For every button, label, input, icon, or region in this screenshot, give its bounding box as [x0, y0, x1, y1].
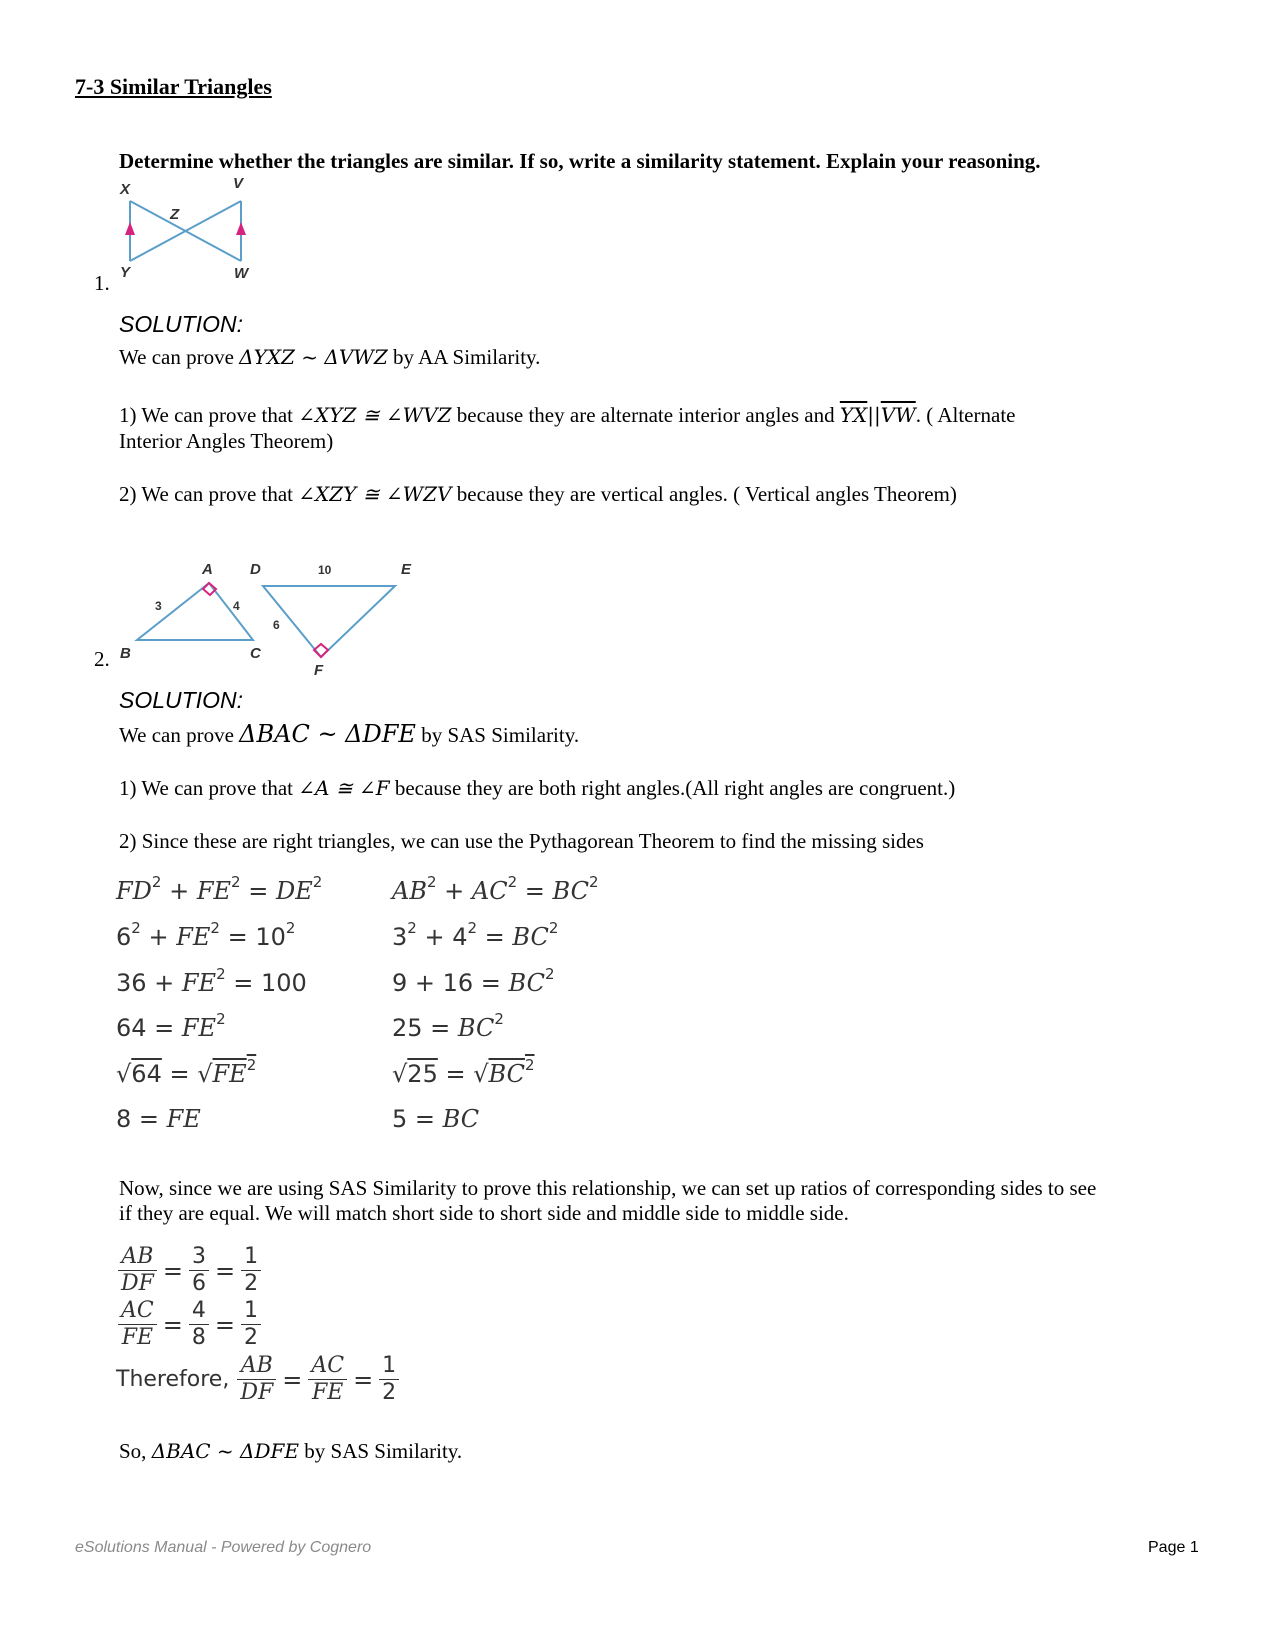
footer-publisher: eSolutions Manual - Powered by Cognero [75, 1539, 372, 1556]
problem2-conclusion: So, ΔBAC ~ ΔDFE by SAS Similarity. [119, 1439, 463, 1463]
radical-icon: √ [392, 1060, 408, 1088]
vertex-label-e: E [401, 561, 412, 578]
ratio-paragraph-line2: if they are equal. We will match short side to short side and middle side to middle side. [119, 1201, 849, 1225]
side-length-ab: 3 [155, 599, 162, 613]
problem1-solution-label: SOLUTION: [119, 311, 243, 337]
equation-right-4: $25 = BC^2$ [392, 1010, 504, 1042]
problem1-statement: We can prove ΔYXZ ~ ΔVWZ by AA Similarity. [119, 345, 541, 369]
problem2-step2: 2) Since these are right triangles, we can use the Pythagorean Theorem to find the missing sides [119, 829, 924, 853]
vertex-label-y: Y [120, 264, 131, 281]
problem2-figure [115, 560, 425, 680]
problem2-statement: We can prove ΔBAC ~ ΔDFE by SAS Similarity. [119, 720, 580, 748]
problem1-step2: 2) We can prove that ∠XZY ≅ ∠WZV because they are vertical angles. ( Vertical angles Theorem) [119, 482, 957, 506]
radical-icon: √ [116, 1060, 132, 1088]
vertex-label-f: F [314, 662, 324, 679]
side-length-df: 6 [273, 618, 280, 632]
equation-right-3: $9 + 16 = BC^2$ [392, 965, 555, 997]
problem1-step1: 1) We can prove that ∠XYZ ≅ ∠WVZ because they are alternate interior angles and $\overline{YX}||\overline{VW}$. ( Alternate [119, 403, 1016, 427]
problem1-number: 1. [94, 271, 110, 295]
vertex-label-z: Z [170, 206, 180, 223]
parallel-arrow-icon [125, 222, 135, 235]
ratio-paragraph-line1: Now, since we are using SAS Similarity to prove this relationship, we can set up ratios of corresponding sides to see [119, 1176, 1097, 1200]
vertex-label-a: A [202, 561, 213, 578]
parallel-arrow-icon [236, 222, 246, 235]
congruence-expression: ∠XZY ≅ ∠WZV [298, 482, 452, 506]
equation-left-2: $6^2 + FE^2 = 10^2$ [116, 919, 296, 951]
side-length-ac: 4 [233, 599, 240, 613]
ratio-therefore: Therefore, $\frac{AB}{DF}$ = $\frac{AC}{FE}$ = $\frac{1}{2}$ [116, 1353, 401, 1406]
radical-icon: √ [473, 1060, 489, 1088]
segment-vw: $\overline{VW}$ [880, 403, 916, 427]
equation-left-1: $FD^2 + FE^2 = DE^2$ [116, 873, 323, 905]
equation-right-2: $3^2 + 4^2 = BC^2$ [392, 919, 559, 951]
vertex-label-c: C [250, 645, 261, 662]
problem1-step1-continuation: Interior Angles Theorem) [119, 429, 334, 453]
similarity-expression: ΔYXZ ~ ΔVWZ [239, 345, 388, 369]
equation-right-6: 5 = BC [392, 1105, 480, 1133]
ratio-ab-df: $\frac{AB}{DF}$ = $\frac{3}{6}$ = $\frac{1}{2}$ [116, 1244, 263, 1297]
equation-left-5: $√64 = √FE^2$ [116, 1056, 257, 1088]
equation-left-4: $64 = FE^2$ [116, 1010, 226, 1042]
problem2-step1: 1) We can prove that ∠A ≅ ∠F because they are both right angles.(All right angles are congruent.) [119, 776, 956, 800]
congruence-expression: ∠XYZ ≅ ∠WVZ [298, 403, 452, 427]
radical-icon: √ [197, 1060, 213, 1088]
footer-page-number: Page 1 [1148, 1539, 1199, 1556]
vertex-label-v: V [233, 176, 244, 192]
problem2-number: 2. [94, 647, 110, 671]
problem1-figure [115, 176, 265, 286]
side-length-de: 10 [318, 563, 332, 577]
problem2-solution-label: SOLUTION: [119, 687, 243, 713]
equation-left-6: 8 = FE [116, 1105, 201, 1133]
vertex-label-b: B [120, 645, 131, 662]
ratio-ac-fe: $\frac{AC}{FE}$ = $\frac{4}{8}$ = $\frac{1}{2}$ [116, 1298, 263, 1351]
similarity-expression: ΔBAC ~ ΔDFE [151, 1439, 300, 1463]
similarity-expression: ΔBAC ~ ΔDFE [239, 720, 416, 748]
equation-left-3: $36 + FE^2 = 100$ [116, 965, 307, 997]
vertex-label-w: W [234, 265, 249, 282]
page-title: 7-3 Similar Triangles [75, 74, 272, 99]
equation-right-1: $AB^2 + AC^2 = BC^2$ [392, 873, 599, 905]
vertex-label-d: D [250, 561, 261, 578]
segment-yx: $\overline{YX}$ [839, 403, 868, 427]
equation-right-5: $√25 = √BC^2$ [392, 1056, 535, 1088]
instructions: Determine whether the triangles are similar. If so, write a similarity statement. Explain your reasoning. [119, 149, 1041, 173]
congruence-expression: ∠A ≅ ∠F [298, 776, 390, 800]
vertex-label-x: X [120, 181, 131, 198]
